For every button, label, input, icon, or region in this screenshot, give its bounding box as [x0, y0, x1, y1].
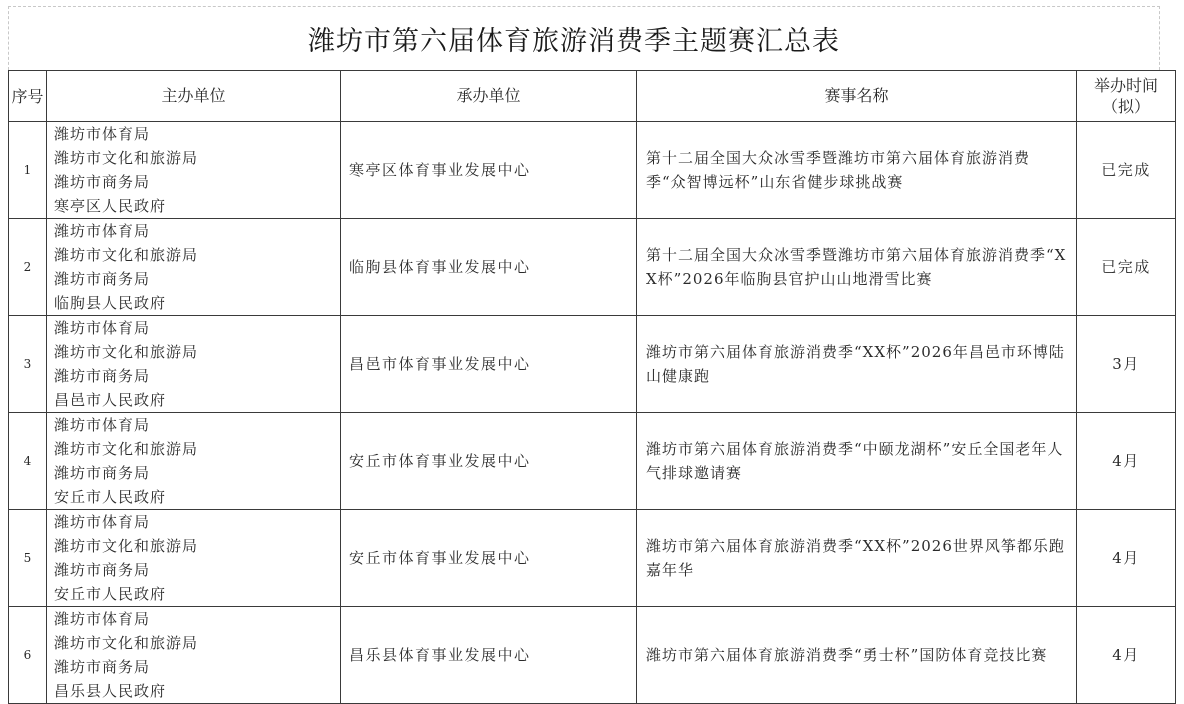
row-hosts [47, 510, 341, 607]
page-title: 潍坊市第六届体育旅游消费季主题赛汇总表 [308, 26, 840, 57]
host-line: 潍坊市商务局 [54, 367, 151, 385]
row-hosts [47, 316, 341, 413]
summary-sheet [8, 6, 1176, 698]
host-line: 寒亭区人民政府 [54, 197, 167, 215]
host-line: 潍坊市体育局 [54, 513, 151, 531]
header-time: 举办时间（拟） [1077, 71, 1176, 122]
header-organizer: 承办单位 [341, 71, 637, 122]
host-line: 潍坊市体育局 [54, 125, 151, 143]
table-row [9, 607, 1176, 704]
row-hosts [47, 219, 341, 316]
row-time: 已完成 [1077, 219, 1176, 316]
row-organizer: 安丘市体育事业发展中心 [341, 413, 637, 510]
host-line: 安丘市人民政府 [54, 488, 167, 506]
row-organizer: 昌乐县体育事业发展中心 [341, 607, 637, 704]
row-time: 3月 [1077, 316, 1176, 413]
table-row [9, 510, 1176, 607]
host-line: 潍坊市体育局 [54, 416, 151, 434]
row-seq: 3 [9, 316, 47, 413]
row-event: 潍坊市第六届体育旅游消费季“勇士杯”国防体育竞技比赛 [637, 607, 1077, 704]
table-row [9, 219, 1176, 316]
host-line: 昌邑市人民政府 [54, 391, 167, 409]
row-seq: 6 [9, 607, 47, 704]
row-event: 第十二届全国大众冰雪季暨潍坊市第六届体育旅游消费季“众智博远杯”山东省健步球挑战赛 [637, 122, 1077, 219]
header-seq: 序号 [9, 71, 47, 122]
row-organizer: 寒亭区体育事业发展中心 [341, 122, 637, 219]
row-seq: 1 [9, 122, 47, 219]
host-line: 潍坊市体育局 [54, 319, 151, 337]
title-box [8, 6, 1160, 70]
host-line: 潍坊市体育局 [54, 610, 151, 628]
table-row [9, 316, 1176, 413]
row-hosts [47, 413, 341, 510]
row-event: 第十二届全国大众冰雪季暨潍坊市第六届体育旅游消费季“XX杯”2026年临朐县官护山山地滑雪比赛 [637, 219, 1077, 316]
row-seq: 2 [9, 219, 47, 316]
row-time: 4月 [1077, 413, 1176, 510]
row-organizer: 安丘市体育事业发展中心 [341, 510, 637, 607]
host-line: 临朐县人民政府 [54, 294, 167, 312]
host-line: 潍坊市商务局 [54, 173, 151, 191]
host-line: 潍坊市文化和旅游局 [54, 246, 199, 264]
host-line: 潍坊市文化和旅游局 [54, 149, 199, 167]
row-hosts [47, 122, 341, 219]
host-line: 安丘市人民政府 [54, 585, 167, 603]
host-line: 潍坊市文化和旅游局 [54, 440, 199, 458]
host-line: 潍坊市体育局 [54, 222, 151, 240]
host-line: 潍坊市商务局 [54, 464, 151, 482]
host-line: 昌乐县人民政府 [54, 682, 167, 700]
row-time: 4月 [1077, 510, 1176, 607]
host-line: 潍坊市商务局 [54, 270, 151, 288]
host-line: 潍坊市文化和旅游局 [54, 537, 199, 555]
events-table [8, 70, 1176, 704]
row-event: 潍坊市第六届体育旅游消费季“中颐龙湖杯”安丘全国老年人气排球邀请赛 [637, 413, 1077, 510]
host-line: 潍坊市商务局 [54, 658, 151, 676]
row-organizer: 临朐县体育事业发展中心 [341, 219, 637, 316]
header-host: 主办单位 [47, 71, 341, 122]
host-line: 潍坊市文化和旅游局 [54, 634, 199, 652]
host-line: 潍坊市商务局 [54, 561, 151, 579]
row-time: 4月 [1077, 607, 1176, 704]
header-event: 赛事名称 [637, 71, 1077, 122]
host-line: 潍坊市文化和旅游局 [54, 343, 199, 361]
table-header-row [9, 71, 1176, 122]
row-hosts [47, 607, 341, 704]
row-seq: 5 [9, 510, 47, 607]
row-event: 潍坊市第六届体育旅游消费季“XX杯”2026世界风筝都乐跑嘉年华 [637, 510, 1077, 607]
row-time: 已完成 [1077, 122, 1176, 219]
table-row [9, 413, 1176, 510]
row-organizer: 昌邑市体育事业发展中心 [341, 316, 637, 413]
row-event: 潍坊市第六届体育旅游消费季“XX杯”2026年昌邑市环博陆山健康跑 [637, 316, 1077, 413]
table-row [9, 122, 1176, 219]
row-seq: 4 [9, 413, 47, 510]
